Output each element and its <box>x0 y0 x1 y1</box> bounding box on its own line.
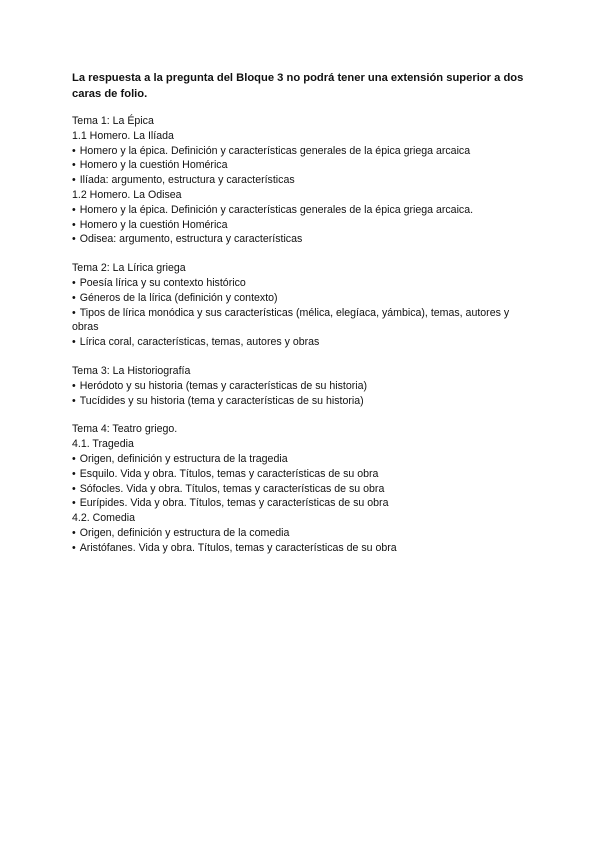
section-heading: Tema 1: La Épica <box>72 115 154 127</box>
subsection-heading: 4.2. Comedia <box>72 512 136 525</box>
document-page <box>72 70 532 570</box>
list-item: • Homero y la épica. Definición y características generales de la épica griega arcaica. <box>72 203 532 218</box>
section-heading: Tema 2: La Lírica griega <box>72 262 186 275</box>
list-item: • Esquilo. Vida y obra. Títulos, temas y características de su obra <box>72 467 532 482</box>
list-item: • Heródoto y su historia (temas y características de su historia) <box>72 379 532 394</box>
list-item: • Géneros de la lírica (definición y contexto) <box>72 291 532 306</box>
section-tema-3 <box>72 364 532 408</box>
list-item: • Poesía lírica y su contexto histórico <box>72 276 532 291</box>
list-item: • Odisea: argumento, estructura y características <box>72 232 532 247</box>
section-tema-4 <box>72 422 532 555</box>
section-heading: Tema 3: La Historiografía <box>72 364 191 377</box>
list-item: • Sófocles. Vida y obra. Títulos, temas y características de su obra <box>72 482 532 497</box>
list-item: • Homero y la cuestión Homérica <box>72 158 532 173</box>
list-item: • Homero y la cuestión Homérica <box>72 218 532 233</box>
subsection-heading: 1.1 Homero. La Ilíada <box>72 129 174 142</box>
list-item: • Homero y la épica. Definición y características generales de la épica griega arcaica <box>72 144 532 159</box>
list-item: • Origen, definición y estructura de la comedia <box>72 526 532 541</box>
list-item: • Origen, definición y estructura de la tragedia <box>72 452 532 467</box>
list-item: • Tucídides y su historia (tema y características de su historia) <box>72 394 532 409</box>
list-item: • Lírica coral, características, temas, autores y obras <box>72 335 532 350</box>
subsection-heading: 4.1. Tragedia <box>72 438 134 451</box>
list-item: • Tipos de lírica monódica y sus características (mélica, elegíaca, yámbica), temas, autores y obras <box>72 306 532 336</box>
section-tema-1 <box>72 114 532 247</box>
section-tema-2 <box>72 261 532 350</box>
list-item: • Eurípides. Vida y obra. Títulos, temas y características de su obra <box>72 496 532 511</box>
list-item: • Aristófanes. Vida y obra. Títulos, temas y características de su obra <box>72 541 532 556</box>
subsection-heading: 1.2 Homero. La Odisea <box>72 188 182 201</box>
section-heading: Tema 4: Teatro griego. <box>72 423 178 436</box>
intro-notice: La respuesta a la pregunta del Bloque 3 no podrá tener una extensión superior a dos caras de folio. <box>72 72 524 100</box>
list-item: • Ilíada: argumento, estructura y características <box>72 173 532 188</box>
